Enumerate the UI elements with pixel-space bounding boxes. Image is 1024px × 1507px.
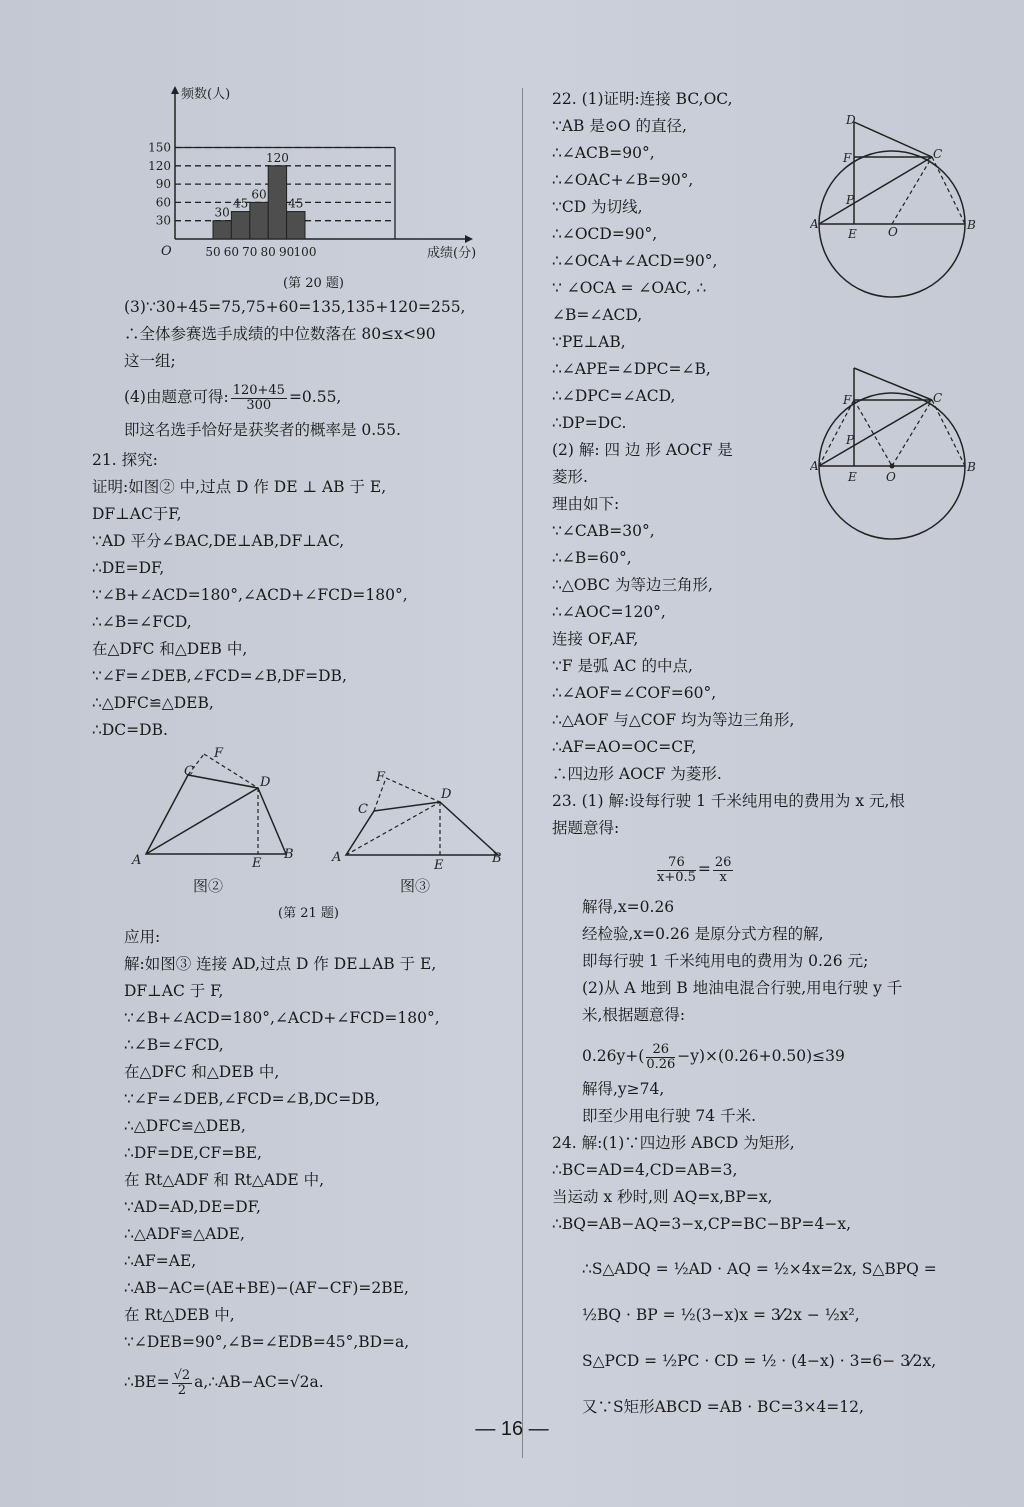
left-column-q21 xyxy=(92,447,408,744)
q21-application-line: ∵AD=AD,DE=DF, xyxy=(124,1198,261,1216)
q21-application-line: ∵∠DEB=90°,∠B=∠EDB=45°,BD=a, xyxy=(124,1333,410,1351)
q22-line: 理由如下: xyxy=(552,495,620,513)
q23-left-fraction xyxy=(657,856,696,885)
fig3-label-c: C xyxy=(358,802,368,817)
right-column-q23 xyxy=(552,788,905,842)
c1-label-d: D xyxy=(846,113,856,127)
c2-label-e: E xyxy=(848,470,857,484)
histogram-bar xyxy=(213,221,231,239)
left-column-q21-application xyxy=(124,924,440,1356)
ineq-fraction xyxy=(646,1043,675,1072)
x-tick-label: 60 xyxy=(223,245,240,259)
q23-right-fraction xyxy=(713,856,734,885)
q22-line: ∠B=∠ACD, xyxy=(552,306,643,324)
q21-line: ∴DC=DB. xyxy=(92,721,168,739)
frac-numerator: √2 xyxy=(173,1367,191,1383)
q21-application-line: ∴AB−AC=(AE+BE)−(AF−CF)=2BE, xyxy=(124,1279,409,1297)
q22-line: 22. (1)证明:连接 BC,OC, xyxy=(552,90,733,108)
q21-line: ∴△DFC≌△DEB, xyxy=(92,694,214,712)
q21-application-line: 解:如图③ 连接 AD,过点 D 作 DE⊥AB 于 E, xyxy=(124,955,437,973)
frac-denominator: 300 xyxy=(246,397,272,413)
q22-line: ∴四边形 AOCF 为菱形. xyxy=(552,765,722,783)
q24-s4: 又∵S矩形ABCD =AB · BC=3×4=12, xyxy=(582,1398,864,1416)
q22-line: ∴△AOF 与△COF 均为等边三角形, xyxy=(552,711,795,729)
q23-end-line: 解得,y≥74, xyxy=(582,1080,665,1098)
q21-line: 证明:如图② 中,过点 D 作 DE ⊥ AB 于 E, xyxy=(92,478,387,496)
fig3-label-e: E xyxy=(434,858,444,873)
fig2-label-a: A xyxy=(132,853,142,868)
frac-numerator: 120+45 xyxy=(232,382,285,398)
page-number-value: 16 xyxy=(500,1418,524,1440)
q22-line: ∴AF=AO=OC=CF, xyxy=(552,738,697,756)
q21-final-b: a,∴AB−AC=√2a. xyxy=(194,1373,324,1391)
fig2-caption: 图② xyxy=(193,877,224,895)
q21-application-line: ∵∠B+∠ACD=180°,∠ACD+∠FCD=180°, xyxy=(124,1009,440,1027)
q20-4-result: =0.55, xyxy=(288,388,342,406)
fig3-label-b: B xyxy=(492,851,502,866)
q22-line: ∴∠AOC=120°, xyxy=(552,603,666,621)
q22-line: 连接 OF,AF, xyxy=(552,630,639,648)
q23-solution-line: 米,根据题意得: xyxy=(582,1006,686,1024)
q24-s3: S△PCD = ½PC · CD = ½ · (4−x) · 3=6− 3⁄2x, xyxy=(582,1352,937,1370)
figure-2 xyxy=(128,742,303,872)
q21-application-line: ∴△DFC≌△DEB, xyxy=(124,1117,246,1135)
q20-4-text: (4)由题意可得: xyxy=(124,388,229,406)
q21-application-line: 在△DFC 和△DEB 中, xyxy=(124,1063,280,1081)
frac-numerator: 26 xyxy=(646,1043,675,1058)
q21-application-line: ∴∠B=∠FCD, xyxy=(124,1036,224,1054)
q21-application-line: 应用: xyxy=(124,928,161,946)
page-number: — 16 — xyxy=(475,1418,549,1440)
fig2-label-b: B xyxy=(284,847,294,862)
q21-application-line: ∴AF=AE, xyxy=(124,1252,197,1270)
right-column-q24 xyxy=(552,1130,851,1238)
left-column-q20 xyxy=(124,294,465,375)
q21-application-line: ∵∠F=∠DEB,∠FCD=∠B,DC=DB, xyxy=(124,1090,380,1108)
circle-figure-1 xyxy=(810,112,985,302)
c2-label-p: P xyxy=(846,433,855,447)
q22-line: ∴∠OCD=90°, xyxy=(552,225,658,243)
q23-solution-line: (2)从 A 地到 B 地油电混合行驶,用电行驶 y 千 xyxy=(582,979,903,997)
fig3-label-f: F xyxy=(376,770,386,785)
q24-s2: ½BQ · BP = ½(3−x)x = 3⁄2x − ½x², xyxy=(582,1306,860,1324)
x-axis-arrow xyxy=(465,235,473,243)
c2-label-c: C xyxy=(933,391,943,405)
fig2-label-e: E xyxy=(252,856,262,871)
q22-line: ∵∠CAB=30°, xyxy=(552,522,655,540)
c1-label-p: P xyxy=(846,193,855,207)
q24-s1: ∴S△ADQ = ½AD · AQ = ½×4x=2x, S△BPQ = xyxy=(582,1260,937,1278)
fig3-label-d: D xyxy=(441,787,452,802)
q22-line: ∵AB 是⊙O 的直径, xyxy=(552,117,687,135)
x-tick-label: 70 xyxy=(242,245,258,259)
q24-line: 当运动 x 秒时,则 AQ=x,BP=x, xyxy=(552,1188,773,1206)
x-tick-label: 100 xyxy=(293,245,317,259)
c1-label-o: O xyxy=(888,225,898,239)
q21-application-line: ∴DF=DE,CF=BE, xyxy=(124,1144,262,1162)
q22-line: ∴∠DPC=∠ACD, xyxy=(552,387,676,405)
right-column-q23-end xyxy=(582,1076,756,1130)
bar-data-label: 60 xyxy=(251,187,267,202)
right-column-q23-solution xyxy=(582,894,902,1029)
q23-solution-line: 即每行驶 1 千米纯用电的费用为 0.26 元; xyxy=(582,952,869,970)
c1-label-a: A xyxy=(810,217,819,231)
bar-data-label: 45 xyxy=(232,196,249,211)
ineq-a: 0.26y+( xyxy=(582,1047,645,1065)
q24-line: 24. 解:(1)∵四边形 ABCD 为矩形, xyxy=(552,1134,795,1152)
q20-3-line: (3)∵30+45=75,75+60=135,135+120=255, xyxy=(124,298,466,316)
fig2-label-f: F xyxy=(214,746,224,761)
column-divider xyxy=(522,88,523,1458)
q22-line: (2) 解: 四 边 形 AOCF 是 xyxy=(552,441,733,459)
frac-numerator: 26 xyxy=(714,854,732,870)
q23-inequality xyxy=(582,1036,845,1076)
y-tick-label: 90 xyxy=(155,177,171,192)
fig2-label-c: C xyxy=(184,764,194,779)
y-tick-label: 150 xyxy=(148,140,171,155)
q22-line: ∴∠B=60°, xyxy=(552,549,632,567)
q21-line: DF⊥AC于F, xyxy=(92,505,182,523)
frac-numerator: 76 xyxy=(657,856,696,871)
c1-label-c: C xyxy=(933,147,943,161)
c2-label-b: B xyxy=(967,460,976,474)
figure-3 xyxy=(328,765,508,875)
ineq-b: −y)×(0.26+0.50)≤39 xyxy=(677,1047,845,1065)
fig21-caption: (第 21 题) xyxy=(278,906,339,921)
q20-3-line: ∴全体参赛选手成绩的中位数落在 80≤x<90 xyxy=(124,325,436,343)
q20-4-conclusion: 即这名选手恰好是获奖者的概率是 0.55. xyxy=(124,421,401,439)
q21-application-line: 在 Rt△ADF 和 Rt△ADE 中, xyxy=(124,1171,325,1189)
q22-line: ∵PE⊥AB, xyxy=(552,333,626,351)
q22-line: ∴∠APE=∠DPC=∠B, xyxy=(552,360,711,378)
q22-line: ∵ ∠OCA = ∠OAC, ∴ xyxy=(552,279,707,297)
q22-line: ∴DP=DC. xyxy=(552,414,627,432)
x-tick-label: 50 xyxy=(205,245,221,259)
q22-line: ∴△OBC 为等边三角形, xyxy=(552,576,713,594)
frac-denominator: x+0.5 xyxy=(657,869,696,885)
x-axis-label: 成绩(分) xyxy=(427,246,477,261)
bar-data-label: 120 xyxy=(265,150,289,165)
q20-part4 xyxy=(124,377,401,444)
x-tick-label: 90 xyxy=(278,245,295,259)
frac-denominator: x xyxy=(719,869,727,885)
y-tick-label: 120 xyxy=(148,158,171,173)
q21-line: ∵AD 平分∠BAC,DE⊥AB,DF⊥AC, xyxy=(92,532,345,550)
q23-line: 23. (1) 解:设每行驶 1 千米纯用电的费用为 x 元,根 xyxy=(552,792,905,810)
right-column-q22 xyxy=(552,86,794,788)
sqrt2-over-2 xyxy=(172,1369,193,1398)
q20-4-fraction xyxy=(231,384,287,413)
c2-label-o: O xyxy=(886,470,896,484)
y-axis-label: 频数(人) xyxy=(181,87,231,102)
q22-line: ∵CD 为切线, xyxy=(552,198,643,216)
circle-figure-2 xyxy=(810,358,985,563)
q23-end-line: 即至少用电行驶 74 千米. xyxy=(582,1107,757,1125)
q20-3-line: 这一组; xyxy=(124,352,176,370)
q23-solution-line: 解得,x=0.26 xyxy=(582,898,675,916)
q21-application-line: 在 Rt△DEB 中, xyxy=(124,1306,235,1324)
y-tick-label: 30 xyxy=(155,213,171,228)
q24-areas xyxy=(582,1246,937,1424)
histogram-bar xyxy=(268,166,286,239)
q22-line: ∵F 是弧 AC 的中点, xyxy=(552,657,693,675)
x-tick-label: 80 xyxy=(260,245,276,259)
q22-line: ∴∠AOF=∠COF=60°, xyxy=(552,684,717,702)
c2-label-f: F xyxy=(843,393,852,407)
q23-solution-line: 经检验,x=0.26 是原分式方程的解, xyxy=(582,925,824,943)
q21-line: ∴DE=DF, xyxy=(92,559,165,577)
bar-data-label: 30 xyxy=(214,205,230,220)
q24-line: ∴BC=AD=4,CD=AB=3, xyxy=(552,1161,738,1179)
bar-data-label: 45 xyxy=(288,196,304,211)
y-tick-label: 60 xyxy=(155,195,171,210)
origin-label: O xyxy=(161,244,172,259)
chart-caption: (第 20 题) xyxy=(283,276,344,291)
q22-line: 菱形. xyxy=(552,468,588,486)
c1-label-f: F xyxy=(843,151,852,165)
fig3-label-a: A xyxy=(332,850,342,865)
q21-line: 21. 探究: xyxy=(92,451,158,469)
q23-line: 据题意得: xyxy=(552,819,620,837)
q21-final-a: ∴BE= xyxy=(124,1373,170,1391)
frac-denominator: 2 xyxy=(177,1382,186,1398)
q21-line: ∵∠F=∠DEB,∠FCD=∠B,DF=DB, xyxy=(92,667,347,685)
histogram-chart xyxy=(140,84,490,269)
q21-line: ∴∠B=∠FCD, xyxy=(92,613,192,631)
q22-line: ∴∠OAC+∠B=90°, xyxy=(552,171,694,189)
q21-line: ∵∠B+∠ACD=180°,∠ACD+∠FCD=180°, xyxy=(92,586,408,604)
q22-line: ∴∠OCA+∠ACD=90°, xyxy=(552,252,718,270)
q21-application-line: DF⊥AC 于 F, xyxy=(124,982,224,1000)
q21-line: 在△DFC 和△DEB 中, xyxy=(92,640,248,658)
c1-label-e: E xyxy=(848,227,857,241)
y-axis-arrow xyxy=(171,86,179,94)
q22-line: ∴∠ACB=90°, xyxy=(552,144,655,162)
c2-label-a: A xyxy=(810,459,819,473)
q21-final-line xyxy=(124,1362,324,1402)
q24-line: ∴BQ=AB−AQ=3−x,CP=BC−BP=4−x, xyxy=(552,1215,852,1233)
c1-label-b: B xyxy=(967,218,976,232)
histogram-bar xyxy=(231,212,249,239)
q23-equation: $\frac{76}{x+0.5}$ = $\frac{26}{x}$ xyxy=(657,854,732,885)
fig2-label-d: D xyxy=(260,775,271,790)
histogram-bar xyxy=(287,212,305,239)
fig3-caption: 图③ xyxy=(400,877,431,895)
histogram-bar xyxy=(250,202,268,239)
frac-denominator: 0.26 xyxy=(646,1056,676,1072)
q21-application-line: ∴△ADF≌△ADE, xyxy=(124,1225,245,1243)
